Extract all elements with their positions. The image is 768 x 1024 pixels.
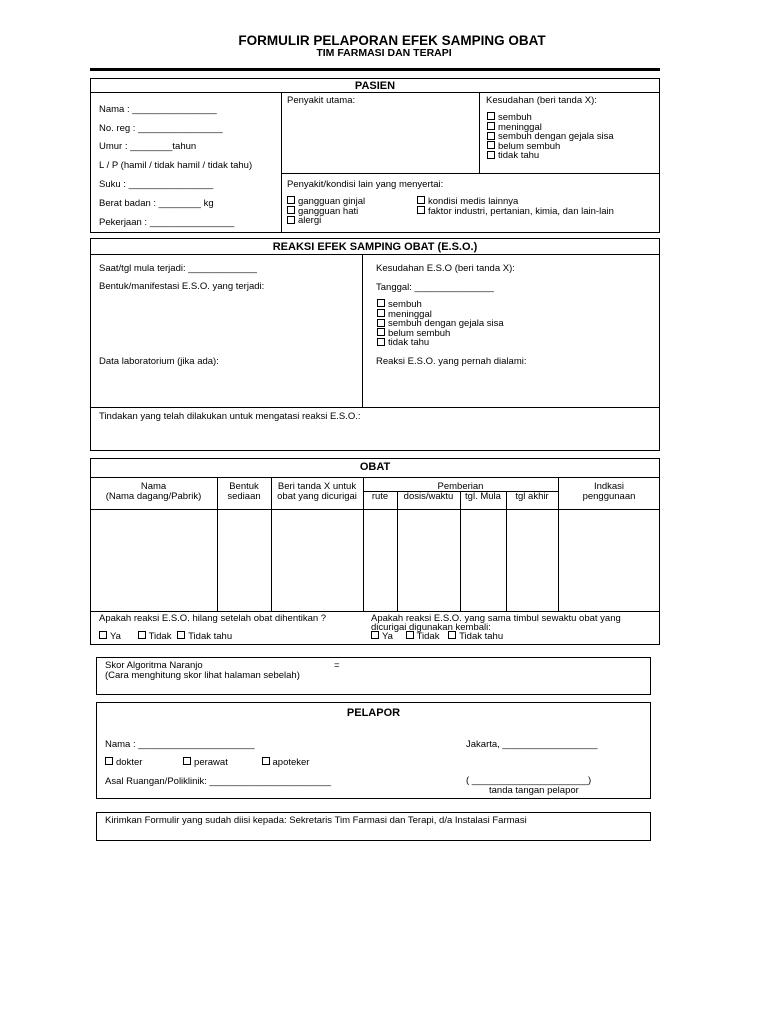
question-hilang-options [99,631,232,642]
data-lab-label: Data laboratorium (jika ada): [99,356,219,367]
kesudahan-pasien-option[interactable]: sembuh dengan gejala sisa [487,132,614,142]
checkbox-icon[interactable] [177,631,185,639]
col-nama: Nama [140,481,167,492]
checkbox-icon[interactable] [287,216,295,224]
kesudahan-eso-option[interactable]: sembuh [377,300,504,310]
tanggal-field[interactable]: Tanggal: _______________ [376,282,494,293]
noreg-field[interactable]: No. reg : ________________ [99,123,223,134]
kesudahan-eso-label: Kesudahan E.S.O (beri tanda X): [376,263,515,274]
kondisi-option[interactable]: gangguan hati [287,207,365,217]
checkbox-icon[interactable] [487,132,495,140]
kesudahan-pasien-option[interactable]: meninggal [487,123,614,133]
signature-caption: tanda tangan pelapor [489,785,579,796]
kesudahan-eso-option[interactable]: meninggal [377,310,504,320]
col-pemberian: Pemberian [437,481,484,492]
obat-header: OBAT [359,461,391,473]
kesudahan-eso-option[interactable]: sembuh dengan gejala sisa [377,319,504,329]
kesudahan-pasien-option[interactable]: belum sembuh [487,142,614,152]
umur-field[interactable]: Umur : ________tahun [99,141,197,152]
col-dosis: dosis/waktu [403,491,454,502]
footer-note: Kirimkan Formulir yang sudah diisi kepada: Sekretaris Tim Farmasi dan Terapi, d/a Instalasi Farmasi [105,815,527,826]
checkbox-icon[interactable] [487,112,495,120]
col-tgl-akhir: tgl akhir [515,491,549,502]
checkbox-icon[interactable] [377,309,385,317]
kondisi-option[interactable]: alergi [287,216,365,226]
checkbox-icon[interactable] [287,206,295,214]
checkbox-icon[interactable] [183,757,191,765]
option-dokter[interactable]: dokter [105,757,142,768]
penyakit-lain-label: Penyakit/kondisi lain yang menyertai: [287,179,444,190]
col-tanda: Beri tanda X untuk [277,481,357,492]
question-timbul-2: dicurigai digunakan kembali: [371,622,491,633]
form-title: FORMULIR PELAPORAN EFEK SAMPING OBAT [238,33,546,48]
kondisi-option[interactable]: faktor industri, pertanian, kimia, dan lain-lain [417,207,614,217]
berat-badan-field[interactable]: Berat badan : ________ kg [99,198,214,209]
checkbox-icon[interactable] [377,338,385,346]
option-perawat[interactable]: perawat [183,757,228,768]
kesudahan-pasien-options [487,113,614,161]
profesi-options [105,757,309,768]
col-indikasi-sub: penggunaan [582,491,636,502]
nama-field[interactable]: Nama : ________________ [99,104,217,115]
gender-field[interactable]: L / P (hamil / tidak hamil / tidak tahu) [99,160,253,171]
form-subtitle: TIM FARMASI DAN TERAPI [316,47,452,59]
option-ya[interactable]: Ya [99,631,121,642]
jakarta-date-field[interactable]: Jakarta, __________________ [466,739,598,750]
penyakit-utama-label: Penyakit utama: [287,95,356,106]
question-timbul-options [371,631,503,642]
question-hilang: Apakah reaksi E.S.O. hilang setelah obat dihentikan ? [99,613,327,624]
checkbox-icon[interactable] [487,151,495,159]
asal-ruangan-field[interactable]: Asal Ruangan/Poliklinik: _______________________ [105,776,332,787]
option-tidak-tahu[interactable]: Tidak tahu [448,631,503,642]
checkbox-icon[interactable] [406,631,414,639]
option-tidak-tahu[interactable]: Tidak tahu [177,631,232,642]
pekerjaan-field[interactable]: Pekerjaan : ________________ [99,217,235,228]
saat-mula-field[interactable]: Saat/tgl mula terjadi: _____________ [99,263,257,274]
checkbox-icon[interactable] [377,299,385,307]
kesudahan-pasien-option[interactable]: tidak tahu [487,151,614,161]
checkbox-icon[interactable] [377,328,385,336]
kesudahan-eso-option[interactable]: tidak tahu [377,338,504,348]
checkbox-icon[interactable] [487,122,495,130]
col-bentuk-sub: sediaan [227,491,261,502]
reaksi-header: REAKSI EFEK SAMPING OBAT (E.S.O.) [272,241,478,253]
col-rute: rute [371,491,389,502]
option-apoteker[interactable]: apoteker [262,757,310,768]
checkbox-icon[interactable] [448,631,456,639]
option-tidak[interactable]: Tidak [138,631,172,642]
title-rule [90,68,660,71]
pelapor-header: PELAPOR [346,707,401,719]
tindakan-label: Tindakan yang telah dilakukan untuk mengatasi reaksi E.S.O.: [99,411,361,422]
checkbox-icon[interactable] [262,757,270,765]
question-timbul: Apakah reaksi E.S.O. yang sama timbul sewaktu obat yang [371,613,621,624]
bentuk-manifestasi-label: Bentuk/manifestasi E.S.O. yang terjadi: [99,281,265,292]
checkbox-icon[interactable] [138,631,146,639]
pelapor-nama-field[interactable]: Nama : ______________________ [105,739,255,750]
kesudahan-pasien-option[interactable]: sembuh [487,113,614,123]
suku-field[interactable]: Suku : ________________ [99,179,214,190]
col-indikasi: Indkasi [593,481,625,492]
naranjo-equals: = [334,660,340,671]
col-tgl-mula: tgl. Mula [465,491,501,502]
signature-line[interactable]: ( ______________________) [466,775,592,786]
naranjo-note: (Cara menghitung skor lihat halaman sebelah) [105,670,300,681]
kesudahan-eso-options [377,300,504,348]
col-bentuk: Bentuk [229,481,259,492]
col-nama-sub: (Nama dagang/Pabrik) [105,491,202,502]
checkbox-icon[interactable] [105,757,113,765]
checkbox-icon[interactable] [417,196,425,204]
option-ya[interactable]: Ya [371,631,393,642]
kesudahan-eso-option[interactable]: belum sembuh [377,329,504,339]
col-tanda-sub: obat yang dicurigai [277,491,357,502]
checkbox-icon[interactable] [377,319,385,327]
pasien-header: PASIEN [354,80,396,92]
kesudahan-pasien-label: Kesudahan (beri tanda X): [486,95,597,106]
kondisi-option[interactable]: kondisi medis lainnya [417,197,614,207]
checkbox-icon[interactable] [371,631,379,639]
naranjo-label: Skor Algoritma Naranjo [105,660,203,671]
kondisi-left-options [287,197,365,226]
option-tidak[interactable]: Tidak [406,631,440,642]
kondisi-right-options [417,197,614,216]
kondisi-option[interactable]: gangguan ginjal [287,197,365,207]
checkbox-icon[interactable] [487,141,495,149]
checkbox-icon[interactable] [99,631,107,639]
reaksi-pernah-label: Reaksi E.S.O. yang pernah dialami: [376,356,527,367]
checkbox-icon[interactable] [287,196,295,204]
checkbox-icon[interactable] [417,206,425,214]
